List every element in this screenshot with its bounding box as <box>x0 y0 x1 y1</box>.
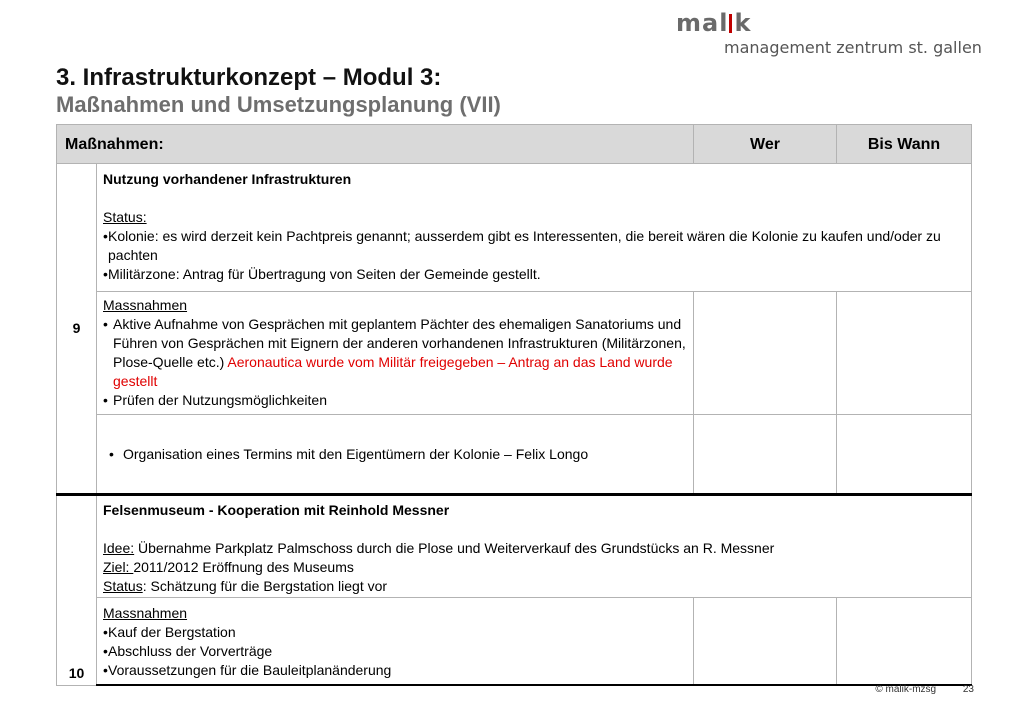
item9-status-list <box>103 227 965 284</box>
header-who: Wer <box>694 125 837 164</box>
list-item <box>103 315 687 391</box>
item10-description <box>97 495 972 598</box>
item10-measures <box>97 598 694 686</box>
who-cell <box>694 415 837 495</box>
who-cell <box>694 598 837 686</box>
item9-measure-3 <box>97 415 694 495</box>
item9-measures-label: Massnahmen <box>103 297 188 313</box>
item9-heading: Nutzung vorhandener Infrastrukturen <box>103 171 352 187</box>
list-item: • Kolonie: es wird derzeit kein Pachtpreis genannt; ausserdem gibt es Interessenten, die bereit wären die Kolonie zu kaufen und/oder zu pachten <box>103 227 965 265</box>
slide-subtitle: Maßnahmen und Umsetzungsplanung (VII) <box>56 92 501 117</box>
list-item: • Kauf der Bergstation <box>103 623 687 642</box>
table-row <box>57 598 972 686</box>
item10-measures-label: Massnahmen <box>103 605 188 621</box>
list-item: • Organisation eines Termins mit den Eigentümern der Kolonie – Felix Longo <box>109 445 687 464</box>
logo-tagline: management zentrum st. gallen <box>724 38 982 57</box>
item10-heading: Felsenmuseum - Kooperation mit Reinhold Messner <box>103 502 450 518</box>
measure-text: Aktive Aufnahme von Gesprächen mit geplantem Pächter des ehemaligen Sanatoriums und Führen von Gesprächen mit Eignern der anderen vorhandenen Infrastrukturen (Militärzonen, Plose-Quelle etc.) <box>113 316 686 370</box>
table-header-row <box>57 125 972 164</box>
item10-measures-list <box>103 623 687 680</box>
header-measures: Maßnahmen: <box>57 125 694 164</box>
who-cell <box>694 292 837 415</box>
item9-measures-list <box>103 315 687 410</box>
table-row <box>57 415 972 495</box>
item10-idea: Idee: Übernahme Parkplatz Palmschoss durch die Plose und Weiterverkauf des Grundstücks an R. Messner <box>103 540 775 556</box>
logo-wordmark: mal k <box>676 9 752 37</box>
table-row <box>57 164 972 292</box>
page-number: 23 <box>962 684 974 695</box>
header-when: Bis Wann <box>837 125 972 164</box>
list-item: • Militärzone: Antrag für Übertragung von Seiten der Gemeinde gestellt. <box>103 265 965 284</box>
table-row <box>57 495 972 598</box>
copyright: © malik-mzsg <box>875 684 937 695</box>
table-row <box>57 292 972 415</box>
list-item: • Voraussetzungen für die Bauleitplanänderung <box>103 661 687 680</box>
list-item: • Abschluss der Vorverträge <box>103 642 687 661</box>
item9-measures <box>97 292 694 415</box>
item9-description <box>97 164 972 292</box>
item10-goal: Ziel: 2011/2012 Eröffnung des Museums <box>103 559 354 575</box>
slide-title: 3. Infrastrukturkonzept – Modul 3: <box>56 64 442 91</box>
measures-table <box>56 124 972 686</box>
when-cell <box>837 598 972 686</box>
item-number: 10 <box>57 495 97 686</box>
malik-logo <box>676 9 982 57</box>
list-item: • Prüfen der Nutzungsmöglichkeiten <box>103 391 687 410</box>
measure-red-note: Aeronautica wurde vom Militär freigegeben – Antrag an das Land wurde gestellt <box>113 354 673 389</box>
when-cell <box>837 415 972 495</box>
slide-footer <box>875 684 974 695</box>
item10-status: Status: Schätzung für die Bergstation liegt vor <box>103 578 388 594</box>
when-cell <box>837 292 972 415</box>
item-number: 9 <box>57 164 97 495</box>
item9-status-label: Status: <box>103 209 147 225</box>
